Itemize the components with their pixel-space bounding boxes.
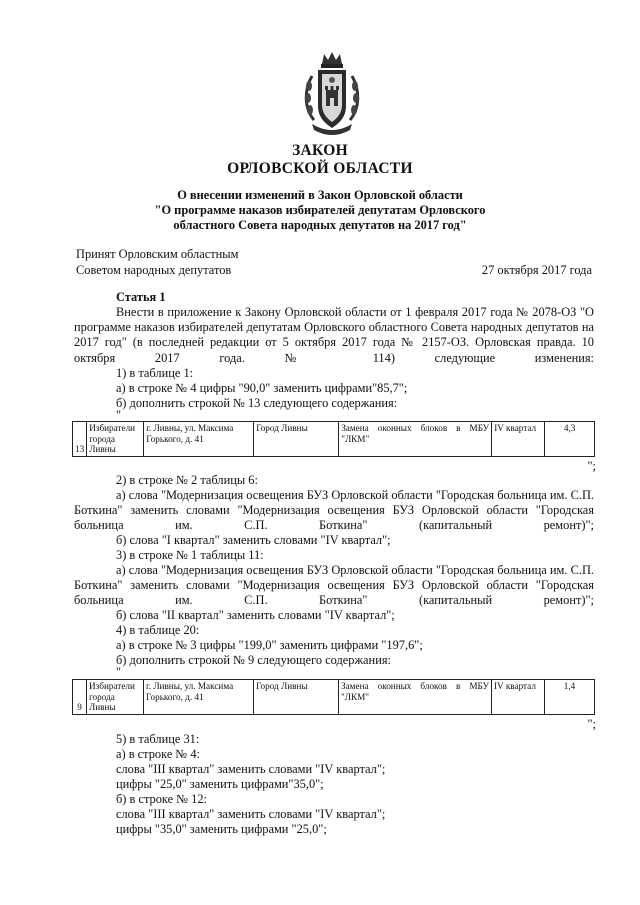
table2-value: 1,4 <box>545 680 595 715</box>
document-subtitle-line1: О внесении изменений в Закон Орловской области <box>177 188 463 202</box>
document-subtitle-line3: областного Совета народных депутатов на 2017 год" <box>173 218 467 232</box>
item1b: б) дополнить строкой № 13 следующего содержания: <box>116 396 398 410</box>
table-row <box>73 422 595 457</box>
item3b: б) слова "II квартал" заменить словами "IV квартал"; <box>116 608 395 622</box>
document-title-line2: ОРЛОВСКОЙ ОБЛАСТИ <box>227 160 413 177</box>
table2-new-row <box>72 679 595 715</box>
table1-city: Город Ливны <box>254 422 339 457</box>
item4: 4) в таблице 20: <box>116 623 200 637</box>
article-intro: Внести в приложение к Закону Орловской области от 1 февраля 2017 года № 2078-ОЗ "О программе наказов избирателей депутатам Орловского областного Совета народных депутатов на 2017 год" (в последней редакции от 5 октября 2017 года № 2157-ОЗ. Орловская правда. 10 октября 2017 года. № 114) следующие изменения: <box>74 305 594 365</box>
item1: 1) в таблице 1: <box>116 366 194 380</box>
article-heading: Статья 1 <box>116 290 166 304</box>
item5a1: слова "III квартал" заменить словами "IV квартал"; <box>116 762 386 776</box>
table1-new-row <box>72 421 595 457</box>
quote-close-1: "; <box>587 459 596 473</box>
table2-voters: Избиратели города Ливны <box>87 680 144 715</box>
adopted-line1: Принят Орловским областным <box>76 247 239 261</box>
item5b1: слова "III квартал" заменить словами "IV квартал"; <box>116 807 386 821</box>
quote-close-2: "; <box>587 717 596 731</box>
item5: 5) в таблице 31: <box>116 732 200 746</box>
table2-address: г. Ливны, ул. Максима Горького, д. 41 <box>144 680 254 715</box>
document-title-line1: ЗАКОН <box>292 142 348 159</box>
item5a: а) в строке № 4: <box>116 747 200 761</box>
table2-num: 9 <box>73 680 87 715</box>
item5b: б) в строке № 12: <box>116 792 207 806</box>
adopted-date: 27 октября 2017 года <box>481 263 592 277</box>
document-subtitle-line2: "О программе наказов избирателей депутатам Орловского <box>154 203 486 217</box>
item3a: а) слова "Модернизация освещения БУЗ Орловской области "Городская больница им. С.П. Боткина" заменить словами "Модернизация освещения БУЗ Орловской области "Городская больница им. С.П. Боткина" (капитальный ремонт)"; <box>74 563 594 608</box>
coat-of-arms-emblem <box>300 50 364 136</box>
item1a: а) в строке № 4 цифры "90,0" заменить цифрами"85,7"; <box>116 381 408 395</box>
item4a: а) в строке № 3 цифры "199,0" заменить цифрами "197,6"; <box>116 638 423 652</box>
table2-city: Город Ливны <box>254 680 339 715</box>
item2a: а) слова "Модернизация освещения БУЗ Орловской области "Городская больница им. С.П. Боткина" заменить словами "Модернизация освещения БУЗ Орловской области "Городская больница им. С.П. Боткина" (капитальный ремонт)"; <box>74 488 594 533</box>
item2b: б) слова "I квартал" заменить словами "IV квартал"; <box>116 533 391 547</box>
table1-address: г. Ливны, ул. Максима Горького, д. 41 <box>144 422 254 457</box>
item3: 3) в строке № 1 таблицы 11: <box>116 548 264 562</box>
table2-quarter: IV квартал <box>492 680 545 715</box>
item5a2: цифры "25,0" заменить цифрами"35,0"; <box>116 777 324 791</box>
adopted-line2: Советом народных депутатов <box>76 263 232 277</box>
table1-desc: Замена оконных блоков в МБУ "ЛКМ" <box>339 422 492 457</box>
quote-open-1: " <box>116 408 122 422</box>
table1-quarter: IV квартал <box>492 422 545 457</box>
table1-num: 13 <box>73 422 87 457</box>
item5b2: цифры "35,0" заменить цифрами "25,0"; <box>116 822 327 836</box>
table-row <box>73 680 595 715</box>
item2: 2) в строке № 2 таблицы 6: <box>116 473 258 487</box>
table1-value: 4,3 <box>545 422 595 457</box>
item4b: б) дополнить строкой № 9 следующего содержания: <box>116 653 391 667</box>
table1-voters: Избиратели города Ливны <box>87 422 144 457</box>
table2-desc: Замена оконных блоков в МБУ "ЛКМ" <box>339 680 492 715</box>
quote-open-2: " <box>116 665 122 679</box>
